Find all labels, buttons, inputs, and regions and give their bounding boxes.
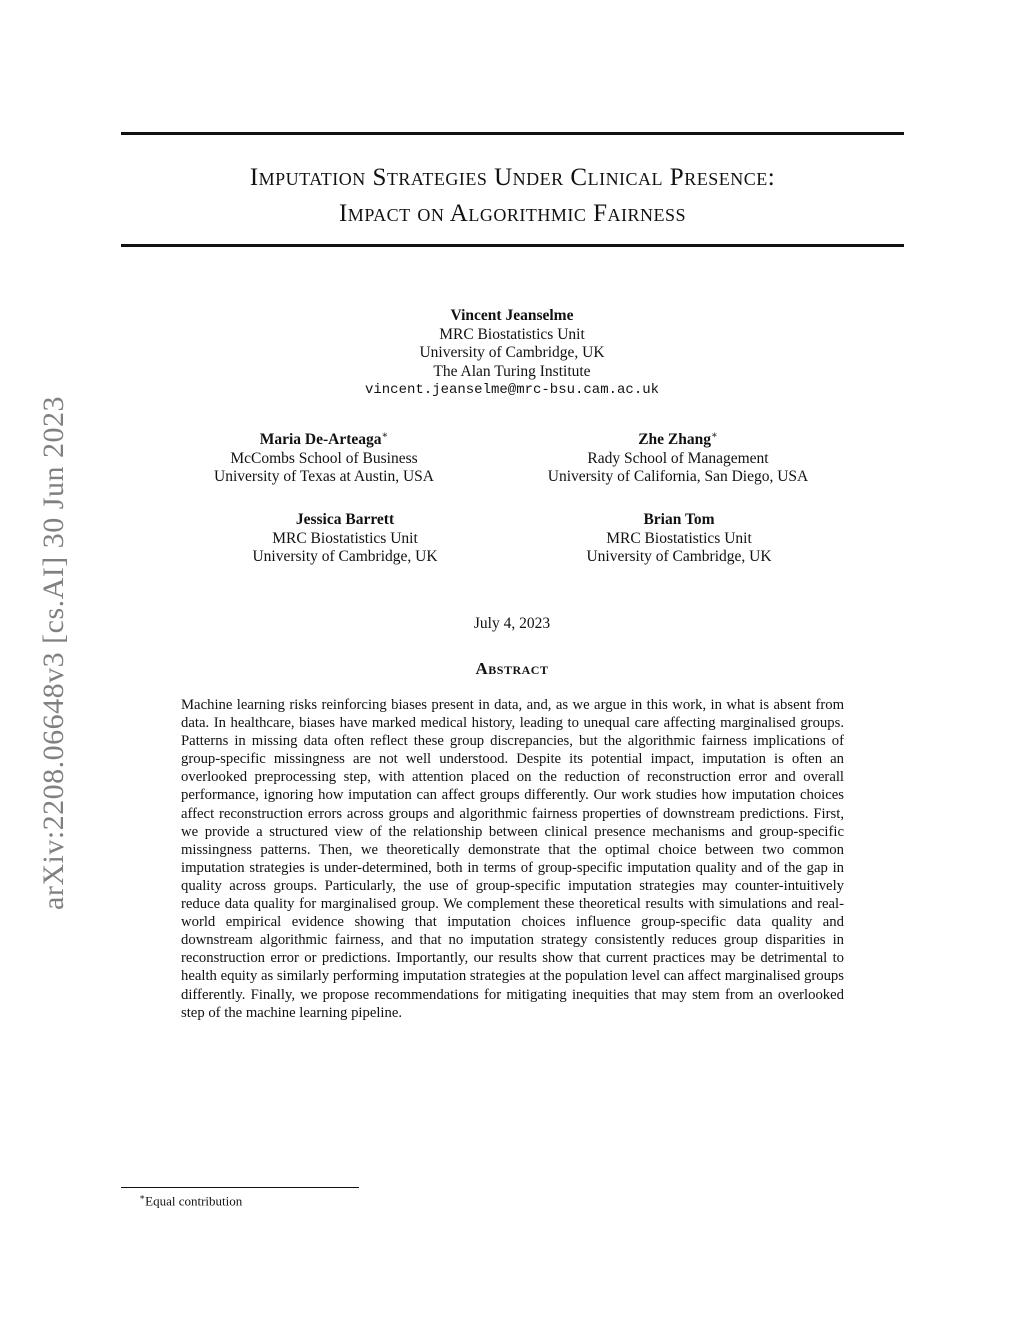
author-affiliation: The Alan Turing Institute (433, 362, 591, 380)
title-top-rule (121, 132, 904, 135)
paper-title-line-1: Imputation Strategies Under Clinical Presence: (249, 164, 776, 191)
title-bottom-rule (121, 244, 904, 247)
footnote-mark: ∗ (139, 1192, 146, 1202)
paper-title-line-2: Impact on Algorithmic Fairness (338, 200, 687, 227)
publication-date: July 4, 2023 (473, 615, 551, 632)
author-name: Jessica Barrett (295, 511, 395, 528)
footnote (139, 1192, 242, 1209)
author-affiliation: Rady School of Management (587, 449, 769, 467)
author-block-tom (529, 511, 829, 567)
author-affiliation: University of Cambridge, UK (419, 344, 605, 361)
author-email: vincent.jeanselme@mrc-bsu.cam.ac.uk (364, 382, 660, 398)
author-block-zhang (518, 427, 838, 487)
author-name-text: Zhe Zhang (638, 431, 711, 449)
equal-contribution-mark: ∗ (711, 430, 718, 441)
author-affiliation: MRC Biostatistics Unit (439, 325, 585, 343)
abstract-body: Machine learning risks reinforcing biases present in data, and, as we argue in this work, in what is absent from data. In healthcare, biases have marked medical history, leading to unequal care affecting marginalised groups. Patterns in missing data often reflect these group discrepancies, but the algorithmic fairness implications of group-specific missingness are not well understood. Despite its potential impact, imputation is often an overlooked preprocessing step, with attention placed on the reduction of reconstruction error and overall performance, ignoring how imputation can affect groups differently. Our work studies how imputation choices affect reconstruction errors across groups and algorithmic fairness properties of downstream predictions. First, we provide a structured view of the relationship between clinical presence mechanisms and group-specific missingness patterns. Then, we theoretically demonstrate that the optimal choice between two common imputation strategies is under-determined, both in terms of group-specific imputation quality and of the gap in quality across groups. Particularly, the use of group-specific imputation strategies may counter-intuitively reduce data quality for marginalised group. We complement these theoretical results with simulations and real-world empirical evidence showing that imputation choices influence group-specific data quality and downstream algorithmic fairness, and that no imputation strategy consistently reduces group disparities in reconstruction error or predictions. Importantly, our results show that current practices may be detrimental to health equity as similarly performing imputation strategies at the population level can affect marginalised groups differently. Finally, we propose recommendations for mitigating inequities that may stem from an overlooked step of the machine learning pipeline. (181, 697, 844, 1021)
abstract-heading: Abstract (475, 659, 549, 678)
author-affiliation: University of Cambridge, UK (586, 548, 772, 565)
author-affiliation: University of California, San Diego, USA (547, 468, 809, 486)
author-affiliation: MRC Biostatistics Unit (272, 529, 418, 547)
author-name: Brian Tom (643, 511, 715, 528)
author-name (174, 427, 474, 450)
author-name (518, 427, 838, 450)
footnote-text: Equal contribution (145, 1193, 243, 1209)
author-name: Vincent Jeanselme (450, 307, 574, 324)
author-block-jeanselme (312, 307, 712, 400)
equal-contribution-mark: ∗ (381, 430, 389, 441)
author-block-barrett (195, 511, 495, 567)
author-affiliation: McCombs School of Business (230, 449, 418, 467)
author-block-de-arteaga (174, 427, 474, 487)
author-affiliation: University of Cambridge, UK (252, 548, 438, 565)
arxiv-identifier-stamp: arXiv:2208.06648v3 [cs.AI] 30 Jun 2023 (37, 396, 70, 910)
author-name-text: Maria De-Arteaga (259, 431, 382, 449)
author-affiliation: University of Texas at Austin, USA (214, 468, 434, 486)
author-affiliation: MRC Biostatistics Unit (606, 529, 752, 547)
footnote-rule (121, 1187, 359, 1188)
paper-title (121, 160, 904, 232)
